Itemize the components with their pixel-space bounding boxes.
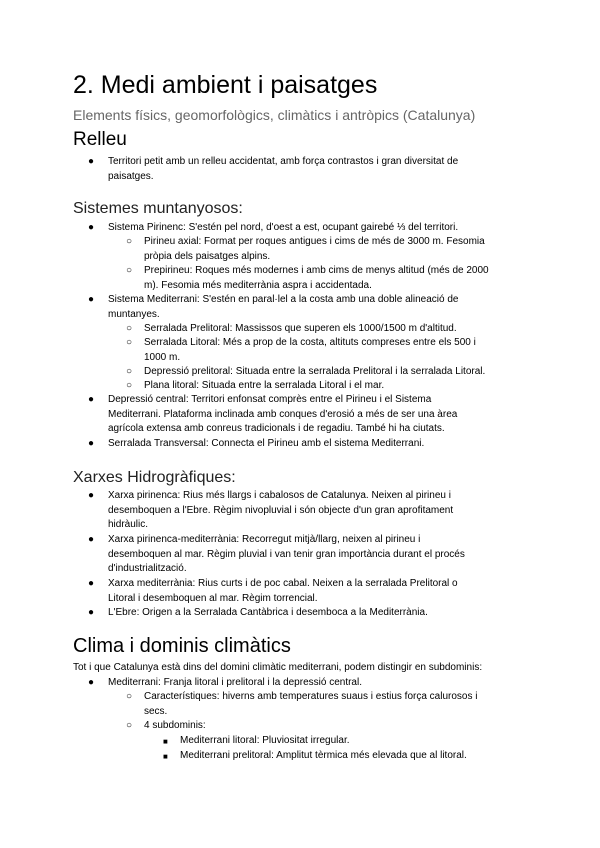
- list-item-pirineu-axial: [144, 235, 485, 264]
- list-item-line: Característiques: hiverns amb temperatures suaus i estius força calurosos i: [144, 691, 478, 702]
- circle-bullet-icon: ○: [126, 720, 133, 731]
- circle-bullet-icon: ○: [126, 337, 133, 348]
- list-item-line: Prepirineu: Roques més modernes i amb cims de menys altitud (més de 2000: [144, 265, 489, 276]
- bullet-icon: ●: [88, 677, 95, 688]
- heading-sistemes-muntanyosos: Sistemes muntanyosos:: [73, 200, 243, 217]
- heading-xarxes-hidrografiques: Xarxes Hidrogràfiques:: [73, 469, 236, 486]
- bullet-icon: ●: [88, 578, 95, 589]
- list-item-line: Mediterrani. Plataforma inclinada amb conques d'erosió a més de ser una àrea: [108, 408, 458, 420]
- list-item-line: Sistema Mediterrani: S'estén en paral·lel a la costa amb una doble alineació de: [108, 294, 459, 305]
- list-item-clima-mediterrani: [108, 676, 362, 691]
- bullet-icon: ●: [88, 222, 95, 233]
- list-item-line: Xarxa pirinenca: Rius més llargs i cabalosos de Catalunya. Neixen al pirineu i: [108, 490, 451, 501]
- bullet-icon: ●: [88, 438, 95, 449]
- bullet-icon: ●: [88, 607, 95, 618]
- bullet-icon: ●: [88, 394, 95, 405]
- list-item-line: Sistema Pirinenc: S'estén pel nord, d'oest a est, ocupant gairebé ⅓ del territori.: [108, 222, 459, 233]
- list-item-line: Xarxa pirinenca-mediterrània: Recorregut mitjà/llarg, neixen al pirineu i: [108, 534, 421, 545]
- square-bullet-icon: ■: [163, 752, 168, 761]
- list-item-xarxa-mediterrania: [108, 577, 458, 606]
- list-item-sistema-mediterrani: [108, 293, 458, 322]
- list-item-caracteristiques: [144, 690, 477, 719]
- list-item-line: desemboquen a l'Ebre. Règim nivopluvial i són objecte d'un gran aprofitament: [108, 504, 454, 516]
- clima-intro-paragraph: Tot i que Catalunya està dins del domini climàtic mediterrani, podem distingir en subdominis:: [73, 662, 483, 673]
- heading-relleu: Relleu: [73, 129, 127, 150]
- list-item-mediterrani-litoral: [180, 734, 350, 749]
- list-item-plana-litoral: [144, 379, 384, 394]
- list-item-line: Depressió central: Territori enfonsat comprès entre el Pirineu i el Sistema: [108, 394, 432, 405]
- heading-clima: Clima i dominis climàtics: [73, 635, 291, 657]
- list-item-line: m). Fesomia més mediterrània aspra i accidentada.: [144, 279, 372, 291]
- list-item-line: agrícola extensa amb conreus tradicionals i de regadiu. També hi ha ciutats.: [108, 423, 445, 434]
- list-item-line: pròpia dels paisatges alpins.: [144, 250, 271, 262]
- list-item-line: 4 subdominis:: [144, 720, 206, 731]
- bullet-icon: ●: [88, 294, 95, 305]
- list-item-line: d'industrialització.: [108, 563, 187, 574]
- list-item-subdominis: [144, 719, 206, 734]
- bullet-icon: ●: [88, 156, 95, 167]
- circle-bullet-icon: ○: [126, 236, 133, 247]
- circle-bullet-icon: ○: [126, 265, 133, 276]
- list-item-line: Mediterrani litoral: Pluviositat irregular.: [180, 735, 350, 746]
- list-item-line: Mediterrani: Franja litoral i prelitoral i la depressió central.: [108, 677, 362, 688]
- list-item-line: Pirineu axial: Format per roques antigues i cims de més de 3000 m. Fesomia: [144, 236, 485, 247]
- list-item-line: hidràulic.: [108, 519, 149, 530]
- list-item-line: secs.: [144, 705, 168, 717]
- list-item-xarxa-pirinenca-mediterrania: [108, 533, 465, 577]
- list-item-sistema-pirinenc: [108, 221, 458, 236]
- circle-bullet-icon: ○: [126, 366, 133, 377]
- list-item-line: Serralada Litoral: Més a prop de la costa, altituts compreses entre els 500 i: [144, 337, 476, 348]
- page-title: 2. Medi ambient i paisatges: [73, 71, 378, 99]
- list-item-line: paisatges.: [108, 170, 154, 182]
- list-item-relleu: [108, 155, 458, 184]
- list-item-mediterrani-prelitoral: [180, 749, 467, 764]
- list-item-line: desemboquen al mar. Règim pluvial i van tenir gran importància durant el procés: [108, 548, 465, 560]
- circle-bullet-icon: ○: [126, 380, 133, 391]
- bullet-icon: ●: [88, 490, 95, 501]
- list-item-line: Territori petit amb un relleu accidentat, amb força contrastos i gran diversitat de: [108, 156, 459, 167]
- list-item-line: Xarxa mediterrània: Rius curts i de poc cabal. Neixen a la serralada Prelitoral o: [108, 578, 458, 589]
- list-item-line: Serralada Prelitoral: Massissos que superen els 1000/1500 m d'altitud.: [144, 323, 457, 334]
- list-item-ebre: [108, 606, 428, 621]
- circle-bullet-icon: ○: [126, 691, 133, 702]
- list-item-serralada-litoral: [144, 336, 476, 365]
- list-item-serralada-prelitoral: [144, 322, 457, 337]
- list-item-line: Depressió prelitoral: Situada entre la serralada Prelitoral i la serralada Litoral.: [144, 366, 486, 377]
- list-item-line: L'Ebre: Origen a la Serralada Cantàbrica i desemboca a la Mediterrània.: [108, 607, 428, 618]
- list-item-line: 1000 m.: [144, 351, 181, 363]
- list-item-line: muntanyes.: [108, 308, 160, 320]
- list-item-depressio-prelitoral: [144, 365, 485, 380]
- list-item-depressio-central: [108, 393, 457, 437]
- list-item-line: Plana litoral: Situada entre la serralada Litoral i el mar.: [144, 380, 385, 391]
- list-item-prepirineu: [144, 264, 489, 293]
- page-subtitle: Elements físics, geomorfològics, climàtics i antròpics (Catalunya): [73, 107, 476, 123]
- bullet-icon: ●: [88, 534, 95, 545]
- list-item-xarxa-pirinenca: [108, 489, 453, 533]
- square-bullet-icon: ■: [163, 737, 168, 746]
- list-item-line: Serralada Transversal: Connecta el Pirineu amb el sistema Mediterrani.: [108, 438, 425, 449]
- list-item-serralada-transversal: [108, 437, 424, 452]
- circle-bullet-icon: ○: [126, 323, 133, 334]
- list-item-line: Litoral i desemboquen al mar. Règim torrencial.: [108, 592, 318, 604]
- list-item-line: Mediterrani prelitoral: Amplitut tèrmica més elevada que al litoral.: [180, 750, 467, 761]
